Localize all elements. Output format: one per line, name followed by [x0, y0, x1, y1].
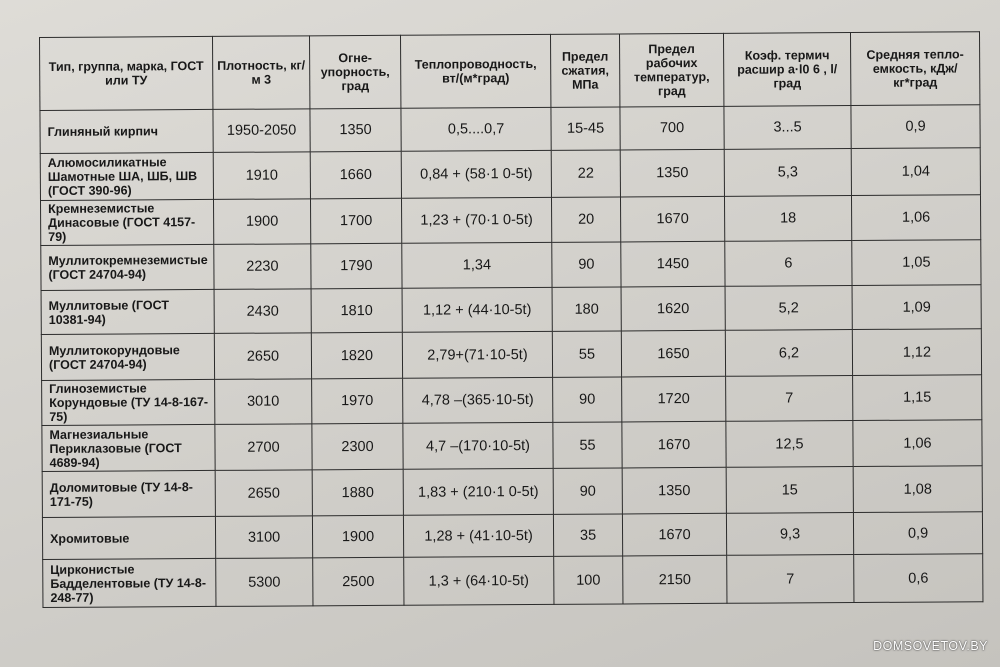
table-row	[42, 466, 982, 518]
cell-compression: 22	[551, 150, 620, 197]
cell-max-temp: 1650	[621, 330, 725, 377]
cell-density: 2230	[214, 244, 311, 290]
cell-density: 2430	[214, 289, 311, 334]
cell-max-temp: 700	[620, 106, 724, 150]
header-thermal-conductivity: Теплопроводность, вт/(м*град)	[400, 34, 550, 108]
table-row	[42, 420, 982, 472]
cell-heat-capacity: 1,15	[853, 375, 982, 421]
cell-expansion: 12,5	[726, 421, 853, 468]
header-row	[40, 32, 980, 111]
cell-heat-capacity: 1,06	[853, 420, 982, 467]
cell-max-temp: 1670	[622, 513, 726, 556]
cell-density: 3010	[215, 379, 312, 425]
cell-heat-capacity: 1,06	[851, 195, 980, 241]
cell-conductivity: 4,78 –(365·10-5t)	[403, 377, 553, 423]
table-row	[41, 329, 981, 381]
cell-expansion: 15	[726, 467, 853, 514]
cell-material: Хромитовые	[42, 516, 215, 559]
cell-expansion: 9,3	[726, 513, 853, 556]
cell-conductivity: 1,12 + (44·10-5t)	[402, 287, 552, 332]
cell-material: Магнезиальные Периклазовые (ГОСТ 4689-94)	[42, 424, 215, 471]
cell-refractoriness: 1700	[310, 198, 401, 244]
cell-max-temp: 1670	[620, 196, 724, 242]
cell-expansion: 7	[727, 555, 854, 604]
cell-refractoriness: 1790	[311, 243, 402, 289]
cell-refractoriness: 2300	[312, 423, 403, 470]
table-row	[42, 512, 982, 560]
cell-density: 1900	[213, 199, 310, 245]
cell-conductivity: 1,3 + (64·10-5t)	[404, 556, 554, 605]
header-refractoriness: Огне-упорность, град	[309, 35, 400, 109]
table-row	[41, 240, 981, 291]
table-row	[40, 105, 980, 154]
header-heat-capacity: Средняя тепло-емкость, кДж/кг*град	[850, 32, 979, 106]
cell-max-temp: 1720	[622, 376, 726, 422]
header-type: Тип, группа, марка, ГОСТ или ТУ	[40, 36, 213, 110]
cell-refractoriness: 1810	[311, 288, 402, 333]
cell-expansion: 18	[724, 196, 851, 242]
cell-compression: 180	[552, 287, 621, 331]
table-row	[41, 285, 981, 335]
cell-material: Глиноземистые Корундовые (ТУ 14-8-167-75)	[42, 379, 215, 425]
cell-compression: 20	[551, 197, 620, 242]
cell-compression: 55	[552, 331, 621, 377]
cell-heat-capacity: 1,08	[853, 466, 982, 513]
cell-density: 2700	[215, 424, 312, 471]
cell-compression: 90	[552, 242, 621, 287]
cell-refractoriness: 1660	[310, 151, 401, 199]
cell-expansion: 3...5	[724, 106, 851, 150]
cell-heat-capacity: 1,05	[852, 240, 981, 286]
header-density: Плотность, кг/м 3	[212, 36, 309, 110]
watermark-text: DOMSOVETOV.BY	[873, 639, 988, 653]
cell-max-temp: 1350	[620, 149, 724, 197]
cell-density: 3100	[215, 516, 312, 559]
cell-refractoriness: 1820	[311, 332, 402, 379]
table-body	[40, 105, 983, 608]
printed-sheet	[39, 31, 982, 608]
cell-conductivity: 1,28 + (41·10-5t)	[403, 514, 553, 557]
cell-material: Доломитовые (ТУ 14-8-171-75)	[42, 470, 215, 517]
cell-heat-capacity: 1,12	[852, 329, 981, 376]
cell-max-temp: 1450	[621, 241, 725, 287]
cell-compression: 90	[553, 377, 622, 422]
cell-density: 1950-2050	[213, 109, 310, 153]
cell-material: Алюмосиликатные Шамотные ША, ШБ, ШВ (ГОСТ 390-96)	[40, 152, 213, 200]
cell-material: Кремнеземистые Динасовые (ГОСТ 4157-79)	[40, 199, 213, 245]
cell-density: 5300	[216, 558, 313, 607]
cell-expansion: 5,2	[725, 286, 852, 331]
cell-material: Цирконистые Бадделентовые (ТУ 14-8-248-77)	[43, 558, 216, 607]
cell-material: Муллитокорундовые (ГОСТ 24704-94)	[41, 333, 214, 380]
cell-expansion: 5,3	[724, 149, 851, 197]
cell-refractoriness: 1970	[312, 378, 403, 424]
cell-refractoriness: 1900	[312, 515, 403, 558]
cell-conductivity: 0,84 + (58·1 0-5t)	[401, 150, 551, 198]
cell-expansion: 6	[725, 241, 852, 287]
cell-density: 1910	[213, 152, 310, 200]
header-thermal-expansion: Коэф. термич расшир a·l0 6 , l/град	[723, 33, 850, 107]
cell-conductivity: 1,23 + (70·1 0-5t)	[401, 197, 551, 243]
cell-compression: 15-45	[551, 107, 620, 150]
header-max-temperature: Предел рабочих температур, град	[619, 33, 723, 107]
cell-density: 2650	[214, 333, 311, 380]
table-row	[40, 148, 980, 201]
cell-conductivity: 4,7 –(170·10-5t)	[403, 422, 553, 469]
cell-max-temp: 1350	[622, 467, 726, 514]
cell-compression: 100	[554, 556, 623, 604]
cell-conductivity: 1,83 + (210·1 0-5t)	[403, 468, 553, 515]
cell-heat-capacity: 0,9	[853, 512, 982, 555]
cell-conductivity: 1,34	[402, 242, 552, 288]
cell-heat-capacity: 1,04	[851, 148, 980, 196]
cell-refractoriness: 1350	[310, 108, 401, 152]
cell-density: 2650	[215, 470, 312, 517]
table-row	[40, 195, 980, 246]
cell-refractoriness: 1880	[312, 469, 403, 516]
cell-material: Муллитовые (ГОСТ 10381-94)	[41, 289, 214, 334]
refractory-properties-table	[39, 31, 983, 608]
cell-material: Муллитокремнеземистые (ГОСТ 24704-94)	[41, 244, 214, 290]
table-row	[42, 375, 982, 426]
cell-expansion: 6,2	[725, 330, 852, 377]
cell-max-temp: 1620	[621, 286, 725, 331]
cell-refractoriness: 2500	[313, 557, 404, 606]
cell-compression: 55	[553, 422, 622, 468]
cell-heat-capacity: 1,09	[852, 285, 981, 330]
cell-expansion: 7	[726, 376, 853, 422]
cell-conductivity: 0,5....0,7	[401, 107, 551, 151]
cell-compression: 90	[553, 468, 622, 514]
cell-material: Глиняный кирпич	[40, 109, 213, 153]
table-row	[43, 554, 983, 608]
cell-max-temp: 1670	[622, 421, 726, 468]
cell-heat-capacity: 0,9	[851, 105, 980, 149]
cell-conductivity: 2,79+(71·10-5t)	[402, 331, 552, 378]
cell-compression: 35	[553, 514, 622, 556]
cell-max-temp: 2150	[623, 555, 727, 604]
header-compression-limit: Предел сжатия, МПа	[550, 34, 619, 107]
cell-heat-capacity: 0,6	[854, 554, 983, 603]
